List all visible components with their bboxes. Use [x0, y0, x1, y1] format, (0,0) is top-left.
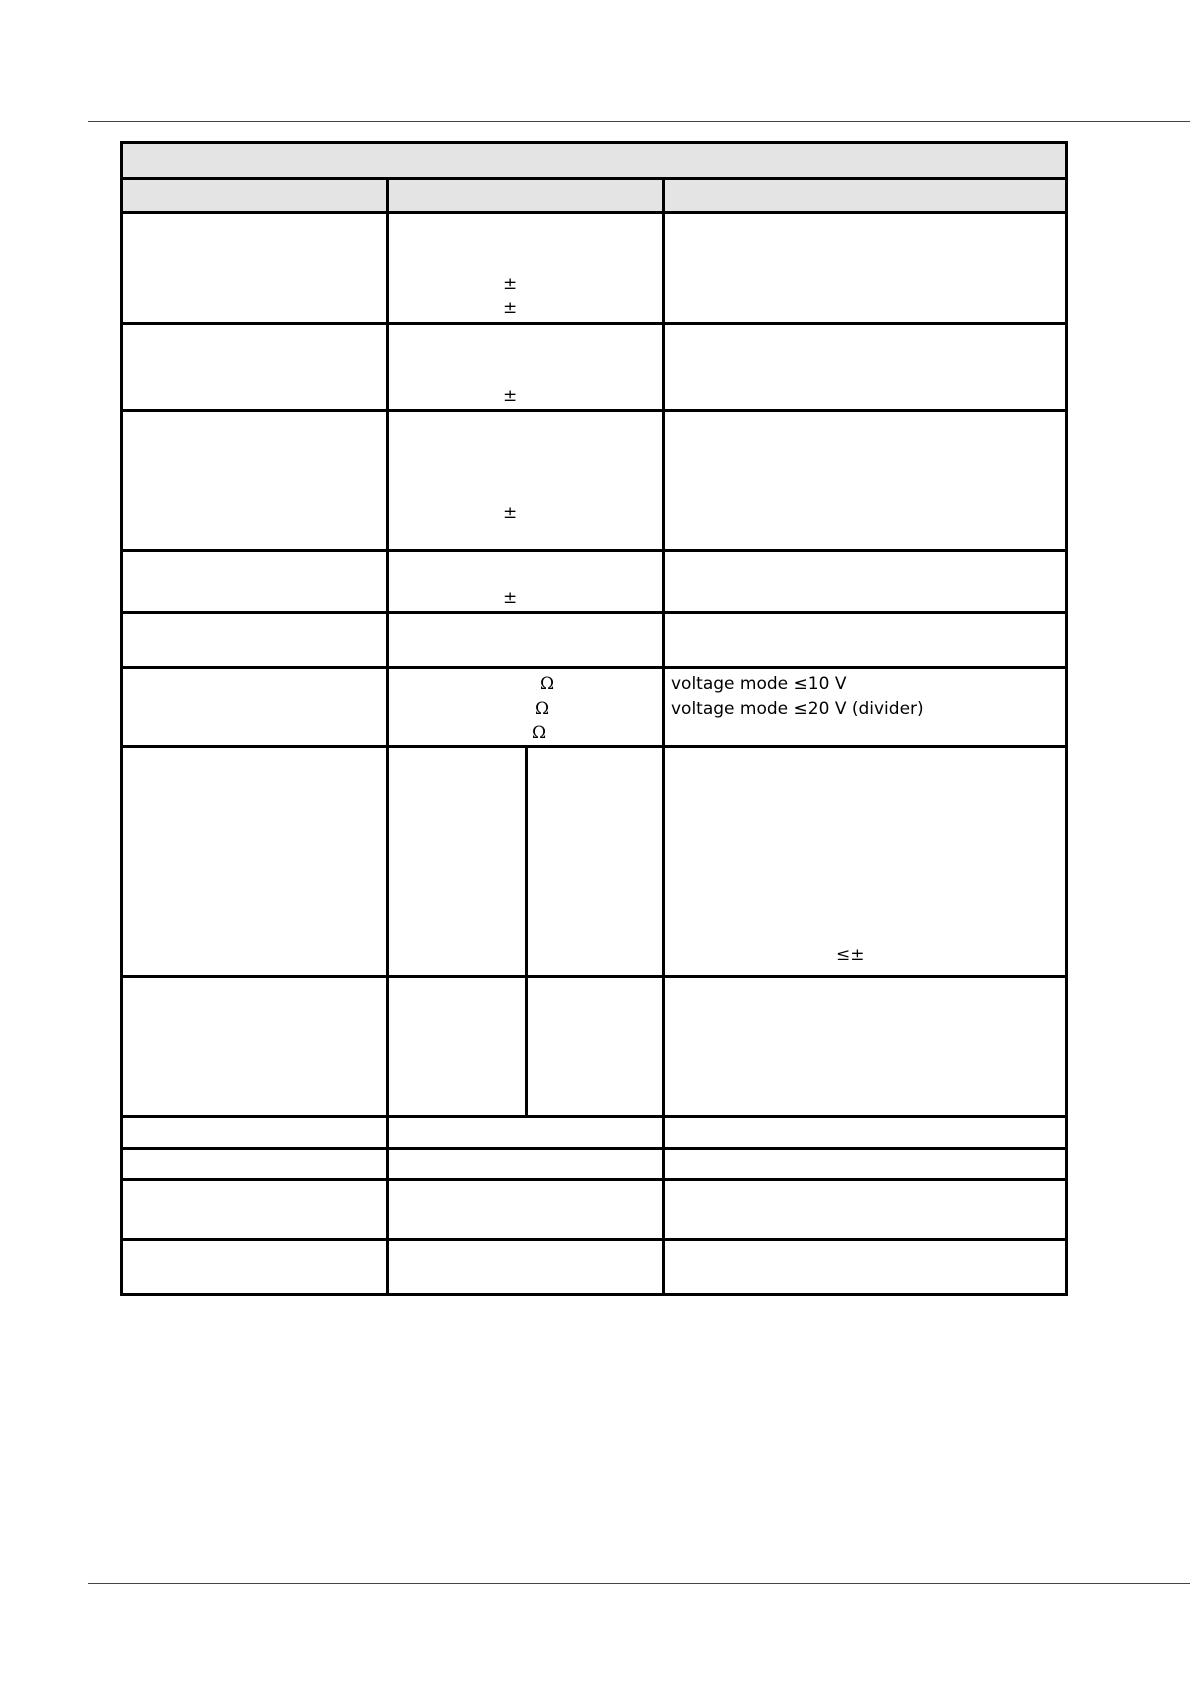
plus-minus-symbol: ±: [503, 298, 518, 318]
row-divider: [120, 1147, 1068, 1150]
row-divider: [120, 666, 1068, 669]
subcolumn-divider: [525, 745, 528, 1115]
row-divider: [120, 975, 1068, 978]
row-divider: [120, 211, 1068, 214]
ohm-symbol: Ω: [540, 674, 555, 694]
column-divider: [386, 177, 389, 1296]
ohm-symbol: Ω: [532, 723, 547, 743]
row-divider: [120, 1238, 1068, 1241]
plus-minus-symbol: ±: [503, 588, 518, 608]
row-divider: [120, 1115, 1068, 1118]
plus-minus-symbol: ±: [503, 274, 518, 294]
row-divider: [120, 611, 1068, 614]
le-plus-minus-symbol: ≤±: [836, 945, 865, 965]
row-divider: [120, 745, 1068, 748]
impedance-note: voltage mode ≤20 V (divider): [671, 699, 924, 719]
spec-table: [120, 141, 1068, 1296]
impedance-note: voltage mode ≤10 V: [671, 674, 847, 694]
row-divider: [120, 1178, 1068, 1181]
column-divider: [662, 177, 665, 1296]
plus-minus-symbol: ±: [503, 386, 518, 406]
row-divider: [120, 177, 1068, 180]
plus-minus-symbol: ±: [503, 503, 518, 523]
row-divider: [120, 322, 1068, 325]
table-frame: [120, 141, 1068, 1296]
ohm-symbol: Ω: [535, 699, 550, 719]
footer-rule: [88, 1583, 1190, 1584]
row-divider: [120, 409, 1068, 412]
row-divider: [120, 549, 1068, 552]
header-rule: [88, 121, 1190, 122]
